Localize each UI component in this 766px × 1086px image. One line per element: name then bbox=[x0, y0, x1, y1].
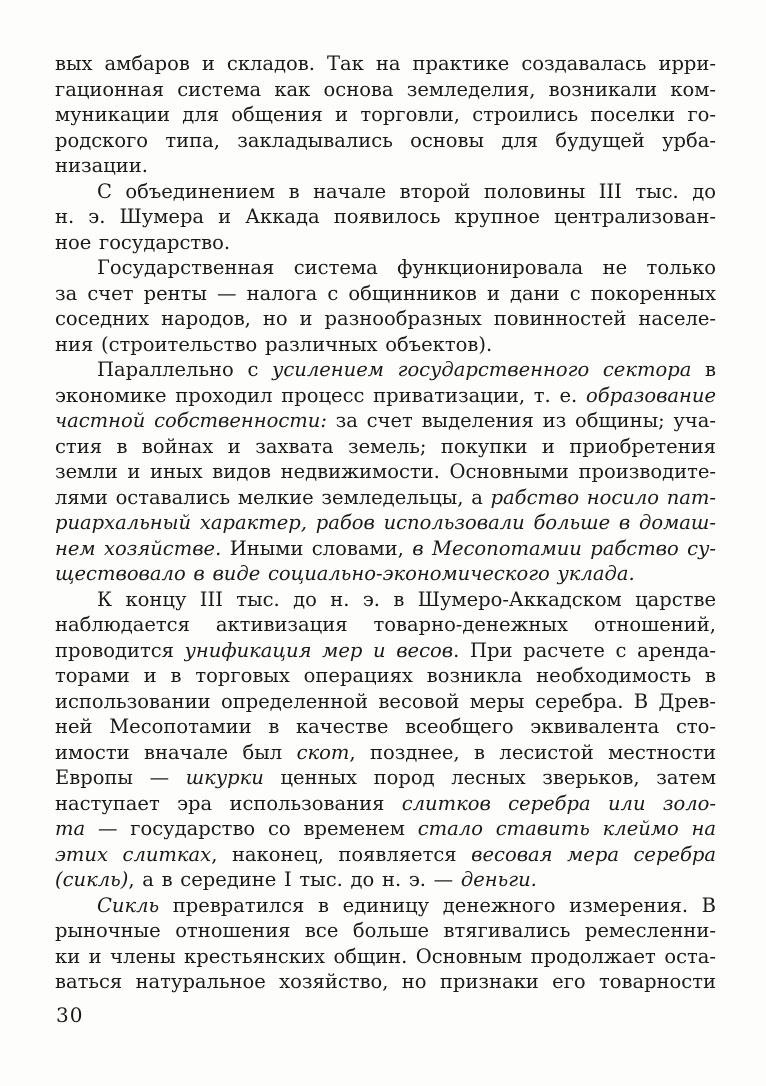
emphasized-text-segment: в Месопотамии рабство су- bbox=[412, 536, 716, 560]
text-segment: ния (строительство различных объектов). bbox=[55, 332, 493, 356]
text-line bbox=[55, 459, 716, 485]
emphasized-text-segment: стало ставить клеймо на bbox=[417, 817, 716, 840]
text-segment: использовании определенной весовой меры серебра. В Древ- bbox=[55, 689, 716, 713]
text-line bbox=[55, 153, 716, 179]
emphasized-text-segment: скот bbox=[296, 740, 350, 764]
page-text bbox=[55, 51, 716, 995]
text-segment: Государственная система функционировала не только bbox=[97, 256, 716, 279]
text-line bbox=[55, 867, 716, 893]
text-segment: земли и иных видов недвижимости. Основными производите- bbox=[55, 460, 716, 483]
text-segment: торами и в торговых операциях возникла необходимость в bbox=[55, 664, 716, 687]
page-number: 30 bbox=[56, 1003, 84, 1027]
text-line bbox=[55, 918, 716, 944]
text-line bbox=[55, 306, 716, 332]
text-segment: имости вначале был bbox=[55, 740, 297, 764]
emphasized-text-segment: ществовало в виде социально-экономического уклада. bbox=[55, 562, 635, 585]
text-line bbox=[55, 408, 716, 434]
text-line bbox=[55, 510, 716, 536]
text-line bbox=[55, 842, 716, 868]
text-line bbox=[55, 740, 716, 766]
text-line bbox=[55, 204, 716, 230]
text-segment: С объединением в начале второй половины III тыс. до bbox=[97, 179, 716, 203]
emphasized-text-segment: усилением государственного сектора bbox=[272, 358, 692, 381]
text-segment: гационная система как основа земледелия, возникали ком- bbox=[55, 77, 716, 101]
emphasized-text-segment: унификация мер и весов bbox=[184, 638, 454, 662]
text-line bbox=[55, 893, 716, 919]
text-line bbox=[55, 230, 716, 256]
text-segment: . При расчете с аренда- bbox=[453, 638, 716, 662]
text-line bbox=[55, 255, 716, 281]
text-line bbox=[55, 77, 716, 103]
text-segment: наблюдается активизация товарно-денежных отношений, bbox=[55, 613, 716, 636]
emphasized-text-segment: риархальный характер, рабов использовали больше в домаш- bbox=[55, 511, 716, 534]
text-segment: проводится bbox=[55, 638, 185, 662]
text-segment: вых амбаров и складов. Так на практике создавалась ирри- bbox=[55, 52, 716, 75]
text-line bbox=[55, 791, 716, 817]
text-line bbox=[55, 485, 716, 511]
text-segment: Европы — bbox=[55, 766, 186, 789]
emphasized-text-segment: слитков серебра или золо- bbox=[401, 791, 716, 815]
text-line bbox=[55, 612, 716, 638]
text-line bbox=[55, 281, 716, 307]
text-segment: Параллельно с bbox=[97, 358, 273, 381]
text-line bbox=[55, 765, 716, 791]
text-segment: К концу III тыс. до н. э. в Шумеро-Аккадском царстве bbox=[97, 587, 716, 611]
text-line bbox=[55, 944, 716, 970]
emphasized-text-segment: (сикль) bbox=[55, 868, 129, 891]
text-segment: рыночные отношения все больше втягивались ремесленни- bbox=[55, 919, 716, 942]
emphasized-text-segment: нем хозяйстве. bbox=[55, 536, 222, 560]
emphasized-text-segment: Сикль bbox=[97, 893, 160, 917]
text-segment: ценных пород лесных зверьков, затем bbox=[263, 766, 716, 789]
text-segment: соседних народов, но и разнообразных повинностей населе- bbox=[55, 307, 716, 330]
text-line bbox=[55, 587, 716, 613]
text-segment: экономике проходил процесс приватизации, т. е. bbox=[55, 383, 586, 407]
emphasized-text-segment: рабство носило пат- bbox=[490, 485, 716, 509]
text-line bbox=[55, 969, 716, 995]
text-segment: превратился в единицу денежного измерения. В bbox=[159, 893, 716, 917]
text-segment: муникации для общения и торговли, строились поселки го- bbox=[55, 103, 716, 126]
text-line bbox=[55, 434, 716, 460]
text-line bbox=[55, 357, 716, 383]
text-line bbox=[55, 714, 716, 740]
text-line bbox=[55, 536, 716, 562]
text-segment: лями оставались мелкие земледельцы, а bbox=[55, 485, 491, 509]
text-line bbox=[55, 561, 716, 587]
text-segment: за счет выделения из общины; уча- bbox=[326, 409, 716, 432]
emphasized-text-segment: та bbox=[55, 817, 86, 840]
text-line bbox=[55, 128, 716, 154]
text-segment: — государство со временем bbox=[85, 817, 418, 840]
emphasized-text-segment: образование bbox=[585, 383, 716, 407]
text-segment: н. э. Шумера и Аккада появилось крупное централизован- bbox=[55, 205, 716, 228]
text-segment: ней Месопотамии в качестве всеобщего эквивалента сто- bbox=[55, 715, 716, 738]
text-segment: Иными словами, bbox=[221, 536, 413, 560]
text-line bbox=[55, 383, 716, 409]
text-segment: низации. bbox=[55, 154, 148, 177]
text-segment: ное государство. bbox=[55, 230, 231, 254]
emphasized-text-segment: деньги. bbox=[460, 868, 537, 891]
text-line bbox=[55, 332, 716, 358]
text-segment: , позднее, в лесистой местности bbox=[349, 740, 716, 764]
text-line bbox=[55, 638, 716, 664]
text-segment: наступает эра использования bbox=[55, 791, 402, 815]
text-line bbox=[55, 179, 716, 205]
text-line bbox=[55, 663, 716, 689]
text-segment: родского типа, закладывались основы для будущей урба- bbox=[55, 128, 716, 152]
text-line bbox=[55, 51, 716, 77]
text-segment: в bbox=[691, 358, 716, 381]
emphasized-text-segment: шкурки bbox=[185, 766, 264, 789]
text-line bbox=[55, 816, 716, 842]
text-segment: , а в середине I тыс. до н. э. — bbox=[128, 868, 461, 891]
emphasized-text-segment: частной собственности: bbox=[55, 409, 327, 432]
text-segment: за счет ренты — налога с общинников и дани с покоренных bbox=[55, 281, 716, 305]
text-line bbox=[55, 102, 716, 128]
text-segment: ки и члены крестьянских общин. Основным продолжает оста- bbox=[55, 944, 716, 968]
emphasized-text-segment: весовая мера серебра bbox=[471, 842, 716, 866]
text-segment: стия в войнах и захвата земель; покупки и приобретения bbox=[55, 434, 716, 458]
text-segment: , наконец, появляется bbox=[211, 842, 472, 866]
text-line bbox=[55, 689, 716, 715]
text-segment: ваться натуральное хозяйство, но признаки его товарности bbox=[55, 970, 716, 993]
emphasized-text-segment: этих слитках bbox=[55, 842, 212, 866]
